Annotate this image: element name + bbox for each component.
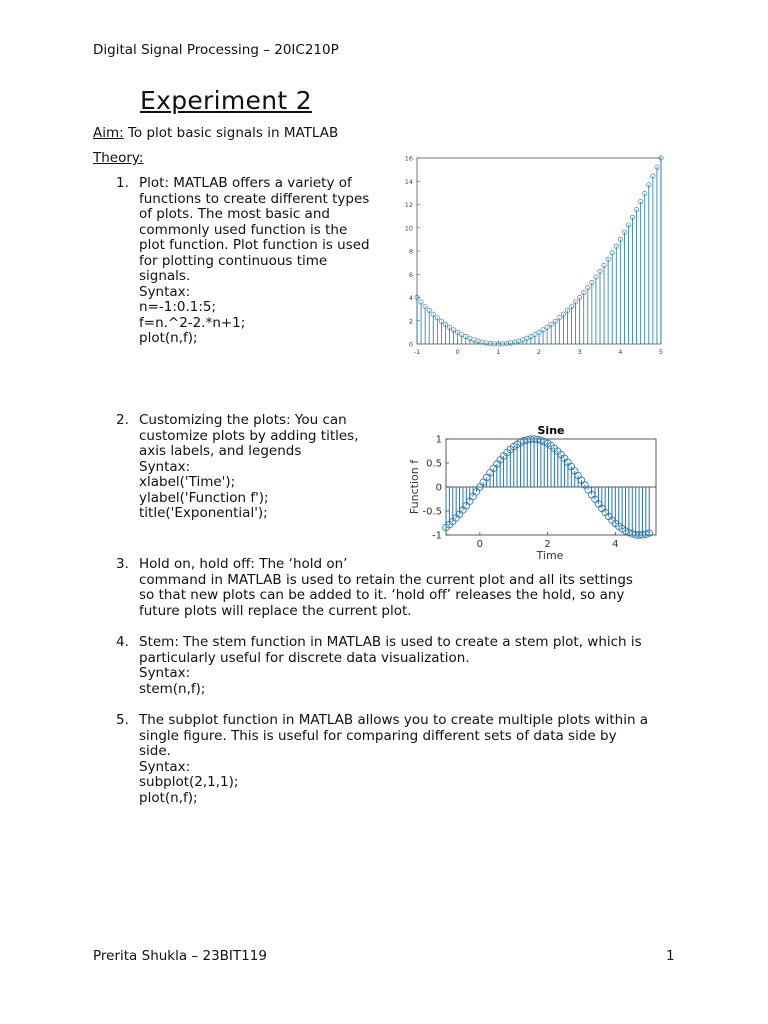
y-tick-label: 0.5 xyxy=(426,458,442,470)
y-tick-label: 6 xyxy=(408,270,413,279)
code-line: ylabel('Function f'); xyxy=(139,489,269,506)
list-item-1 xyxy=(116,175,370,347)
header-course: Digital Signal Processing – 20IC210P xyxy=(93,42,339,58)
x-tick-label: 0 xyxy=(455,348,460,356)
code-line: xlabel('Time'); xyxy=(139,474,236,490)
text-line: axis labels, and legends xyxy=(139,443,302,459)
y-tick-label: 8 xyxy=(408,247,413,256)
text-line: plot function. Plot function is used xyxy=(139,237,370,253)
page-title: Experiment 2 xyxy=(140,86,312,115)
text-line: single figure. This is useful for comparing different sets of data side by xyxy=(139,727,617,744)
list-number: 1. xyxy=(116,175,129,191)
text-line: side. xyxy=(139,743,171,759)
parabola-stem-chart xyxy=(396,150,672,362)
footer-author: Prerita Shukla – 23BIT119 xyxy=(93,948,267,964)
chart-title: Sine xyxy=(537,424,565,437)
x-tick-label: 1 xyxy=(496,348,501,356)
text-line: Hold on, hold off: The ‘hold on’ xyxy=(139,556,348,572)
y-axis-label: Function f xyxy=(408,459,421,515)
list-number: 4. xyxy=(116,634,129,650)
list-item-2 xyxy=(116,412,359,522)
text-line: Syntax: xyxy=(139,283,191,300)
text-line: particularly useful for discrete data visualization. xyxy=(139,649,470,666)
text-line: Customizing the plots: You can xyxy=(139,412,347,428)
theory-label: Theory: xyxy=(93,150,144,166)
y-tick-label: 4 xyxy=(408,294,413,302)
text-line: command in MATLAB is used to retain the current plot and all its settings xyxy=(139,571,633,588)
y-tick-label: 0 xyxy=(435,482,442,494)
sine-stem-chart xyxy=(402,420,666,565)
x-tick-label: 0 xyxy=(476,539,484,550)
text-line: Syntax: xyxy=(139,758,191,775)
text-line: Syntax: xyxy=(139,458,191,475)
y-tick-label: -1 xyxy=(432,530,442,542)
text-line: Syntax: xyxy=(139,665,191,681)
aim-label: Aim: xyxy=(93,125,124,141)
text-line: of plots. The most basic and xyxy=(139,206,330,222)
code-line: f=n.^2-2.*n+1; xyxy=(139,314,246,331)
y-tick-label: 0 xyxy=(408,340,413,349)
x-tick-label: 4 xyxy=(618,348,623,356)
text-line: future plots will replace the current plot. xyxy=(139,602,412,619)
code-line: title('Exponential'); xyxy=(139,505,268,521)
list-number: 2. xyxy=(116,412,129,428)
text-line: so that new plots can be added to it. ‘hold off’ releases the hold, so any xyxy=(139,587,625,603)
y-tick-label: 12 xyxy=(404,201,413,209)
text-line: for plotting continuous time xyxy=(139,252,328,269)
list-item-3 xyxy=(116,556,633,619)
x-tick-label: 4 xyxy=(612,539,619,550)
x-tick-label: 5 xyxy=(658,348,664,356)
text-line: The subplot function in MATLAB allows you to create multiple plots within a xyxy=(139,712,649,728)
text-line: customize plots by adding titles, xyxy=(139,427,359,444)
x-tick-label: 2 xyxy=(544,539,551,550)
text-line: signals. xyxy=(139,268,191,284)
aim-line xyxy=(93,125,338,141)
y-tick-label: -0.5 xyxy=(422,506,442,518)
text-line: functions to create different types xyxy=(139,190,370,207)
y-tick-label: 10 xyxy=(404,224,413,233)
y-tick-label: 16 xyxy=(404,154,413,163)
y-tick-label: 2 xyxy=(408,317,413,326)
code-line: n=-1:0.1:5; xyxy=(139,299,217,315)
code-line: plot(n,f); xyxy=(139,789,198,806)
text-line: Plot: MATLAB offers a variety of xyxy=(139,175,352,191)
code-line: plot(n,f); xyxy=(139,330,198,346)
code-line: stem(n,f); xyxy=(139,680,206,697)
x-tick-label: 3 xyxy=(577,348,582,356)
code-line: subplot(2,1,1); xyxy=(139,774,239,790)
list-item-4 xyxy=(116,634,642,697)
x-tick-label: -1 xyxy=(413,348,421,356)
list-number: 3. xyxy=(116,556,129,572)
x-axis-label: Time xyxy=(536,549,564,562)
y-tick-label: 1 xyxy=(435,434,442,446)
list-item-5 xyxy=(116,712,649,806)
page-number: 1 xyxy=(666,948,675,964)
x-tick-label: 2 xyxy=(536,348,542,356)
aim-text: To plot basic signals in MATLAB xyxy=(123,125,339,141)
y-tick-label: 14 xyxy=(404,177,413,186)
text-line: commonly used function is the xyxy=(139,221,348,238)
text-line: Stem: The stem function in MATLAB is used to create a stem plot, which is xyxy=(139,634,642,650)
list-number: 5. xyxy=(116,712,129,728)
